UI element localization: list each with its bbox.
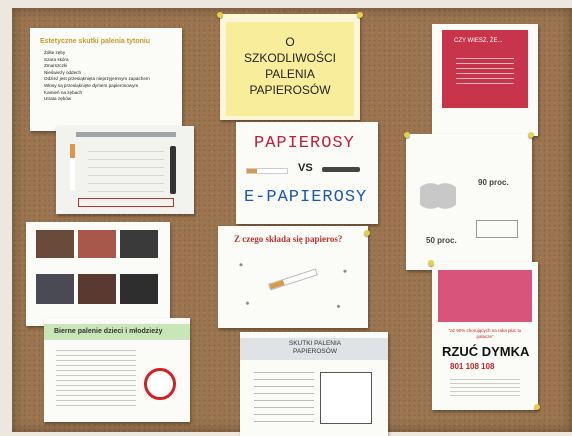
vs-mid-text: VS xyxy=(298,162,313,174)
comparison-rows xyxy=(88,144,164,192)
title-line: PALENIA xyxy=(265,67,315,81)
skutki-title: SKUTKI PALENIA PAPIEROSÓW xyxy=(288,340,342,355)
pin xyxy=(357,12,363,18)
list-item: Utrata zębów xyxy=(44,96,72,102)
title-line: SZKODLIWOŚCI xyxy=(243,51,336,65)
cigarette-image xyxy=(70,144,75,190)
ingredients-title: Z czego składa się papieros? xyxy=(234,234,343,244)
poster-aesthetic-effects-title: Estetyczne skutki palenia tytoniu xyxy=(40,38,151,45)
poster-photo-grid xyxy=(26,222,170,326)
list-item: Włosy są przesiąknięte dymem papierosowym xyxy=(44,82,139,88)
vs-bottom-text: E-PAPIEROSY xyxy=(244,188,368,207)
poster-passive-smoking xyxy=(44,318,190,422)
cork-board xyxy=(12,8,572,432)
ecig-sketch xyxy=(476,220,518,238)
ingredients-labels xyxy=(228,252,358,316)
ecig-icon xyxy=(322,167,360,172)
photo-hand xyxy=(78,274,116,304)
quit-title: RZUĆ DYMKA xyxy=(442,344,530,359)
list-item: Nieświeży oddech xyxy=(44,69,82,75)
comparison-header-bar xyxy=(76,132,176,137)
list-item: Żółte zęby xyxy=(44,50,66,55)
lungs-icon xyxy=(420,174,456,214)
poster-did-you-know xyxy=(432,24,538,136)
photo-eye xyxy=(36,230,74,258)
no-smoking-child-icon xyxy=(144,368,176,400)
pin xyxy=(534,404,540,410)
quit-fine-print xyxy=(450,376,520,398)
photo-mouth xyxy=(78,230,116,258)
skutki-text xyxy=(254,366,314,426)
title-text xyxy=(220,34,360,98)
lungs-stat-50: 50 proc. xyxy=(426,236,457,245)
list-item: Szara skóra xyxy=(44,56,69,62)
quit-phone: 801 108 108 xyxy=(450,362,495,371)
poster-skutki xyxy=(240,332,388,436)
did-you-know-body xyxy=(456,54,514,88)
poster-comparison-chart xyxy=(56,126,194,214)
poster-vs xyxy=(236,122,378,224)
comparison-footer xyxy=(78,198,174,207)
photo-child xyxy=(36,274,74,304)
poster-quit-smoking xyxy=(432,262,538,410)
title-line: O xyxy=(285,35,295,49)
poster-lungs xyxy=(406,134,532,270)
lungs-stat-90: 90 proc. xyxy=(478,178,509,187)
pin xyxy=(528,132,534,138)
pink-box xyxy=(438,270,532,322)
pin xyxy=(217,12,223,18)
poster-ingredients xyxy=(218,226,368,328)
aesthetic-effects-list xyxy=(44,50,174,103)
passive-smoking-text xyxy=(56,346,136,408)
list-item: Odzież jest przesiąknięta nieprzyjemnym zapachem xyxy=(44,76,150,82)
list-item: Zmarszczki xyxy=(44,63,68,69)
poster-title xyxy=(220,14,360,120)
photo-person xyxy=(120,274,158,304)
ecig-image xyxy=(170,146,176,194)
title-line: PAPIEROSÓW xyxy=(249,83,331,97)
pin xyxy=(404,132,410,138)
pin xyxy=(364,230,370,236)
poster-aesthetic-effects xyxy=(30,28,182,131)
pin xyxy=(428,260,434,266)
passive-smoking-title: Bierne palenie dzieci i młodzieży xyxy=(54,328,163,335)
skutki-body-drawing xyxy=(320,372,372,424)
did-you-know-text: CZY WIESZ, ŻE... xyxy=(454,38,503,44)
quote-text: "aż 90% chorujących na raka płuc to palacze" xyxy=(448,328,522,339)
photo-face xyxy=(120,230,158,258)
list-item: Kamień na zębach xyxy=(44,89,83,95)
cigarette-icon xyxy=(246,168,288,174)
vs-top-text: PAPIEROSY xyxy=(254,134,355,153)
